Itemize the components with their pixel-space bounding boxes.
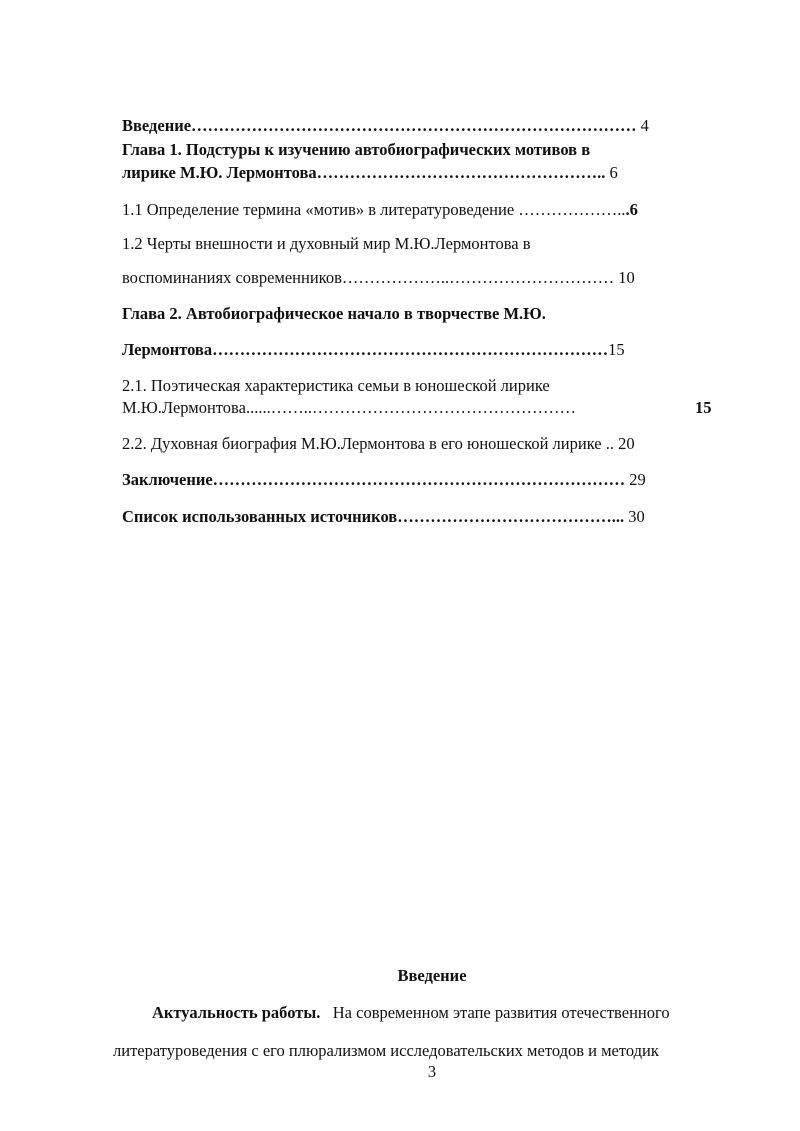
toc-item-intro: Введение……………………………………………………………………… 4 <box>122 116 649 135</box>
toc-page-number: 15 <box>608 340 625 359</box>
toc-item-chapter2-line2: Лермонтова………………………………………………………………15 <box>122 340 625 359</box>
toc-item-chapter2-line1: Глава 2. Автобиографическое начало в творчестве М.Ю. <box>122 304 546 323</box>
toc-page-number: 10 <box>618 268 635 287</box>
toc-item-1-2-line1: 1.2 Черты внешности и духовный мир М.Ю.Лермонтова в <box>122 234 531 253</box>
section-heading: Введение <box>397 966 467 985</box>
toc-page-number: 20 <box>618 434 635 453</box>
toc-item-1-1: 1.1 Определение термина «мотив» в литературоведение ………………...6 <box>122 200 638 219</box>
toc-item-2-1-line1: 2.1. Поэтическая характеристика семьи в юношеской лирике <box>122 376 550 395</box>
toc-page-number: 15 <box>695 398 712 417</box>
toc-item-2-1-line2: М.Ю.Лермонтова......……..………………………………………… <box>122 398 576 417</box>
toc-page-number: 6 <box>609 163 618 182</box>
paragraph-line: Актуальность работы. На современном этапе развития отечественного <box>152 1003 670 1022</box>
paragraph-line: литературоведения с его плюрализмом исследовательских методов и методик <box>113 1041 659 1060</box>
toc-item-2-2: 2.2. Духовная биография М.Ю.Лермонтова в его юношеской лирике .. 20 <box>122 434 635 453</box>
toc-item-chapter1-line2: лирике М.Ю. Лермонтова…………………………………………….. 6 <box>122 163 618 182</box>
paragraph-lead: Актуальность работы. <box>152 1003 321 1022</box>
toc-item-1-2-line2: воспоминаниях современников………………..………………………… 10 <box>122 268 635 287</box>
toc-item-sources: Список использованных источников…………………………………... 30 <box>122 507 645 526</box>
page-number: 3 <box>427 1062 437 1081</box>
toc-item-chapter1-line1: Глава 1. Подстуры к изучению автобиографических мотивов в <box>122 140 591 159</box>
toc-page-number: .6 <box>625 200 638 219</box>
toc-page-number: 30 <box>628 507 645 526</box>
toc-item-conclusion: Заключение………………………………………………………………… 29 <box>122 470 646 489</box>
toc-page-number: 4 <box>640 116 649 135</box>
toc-page-number: 29 <box>629 470 646 489</box>
